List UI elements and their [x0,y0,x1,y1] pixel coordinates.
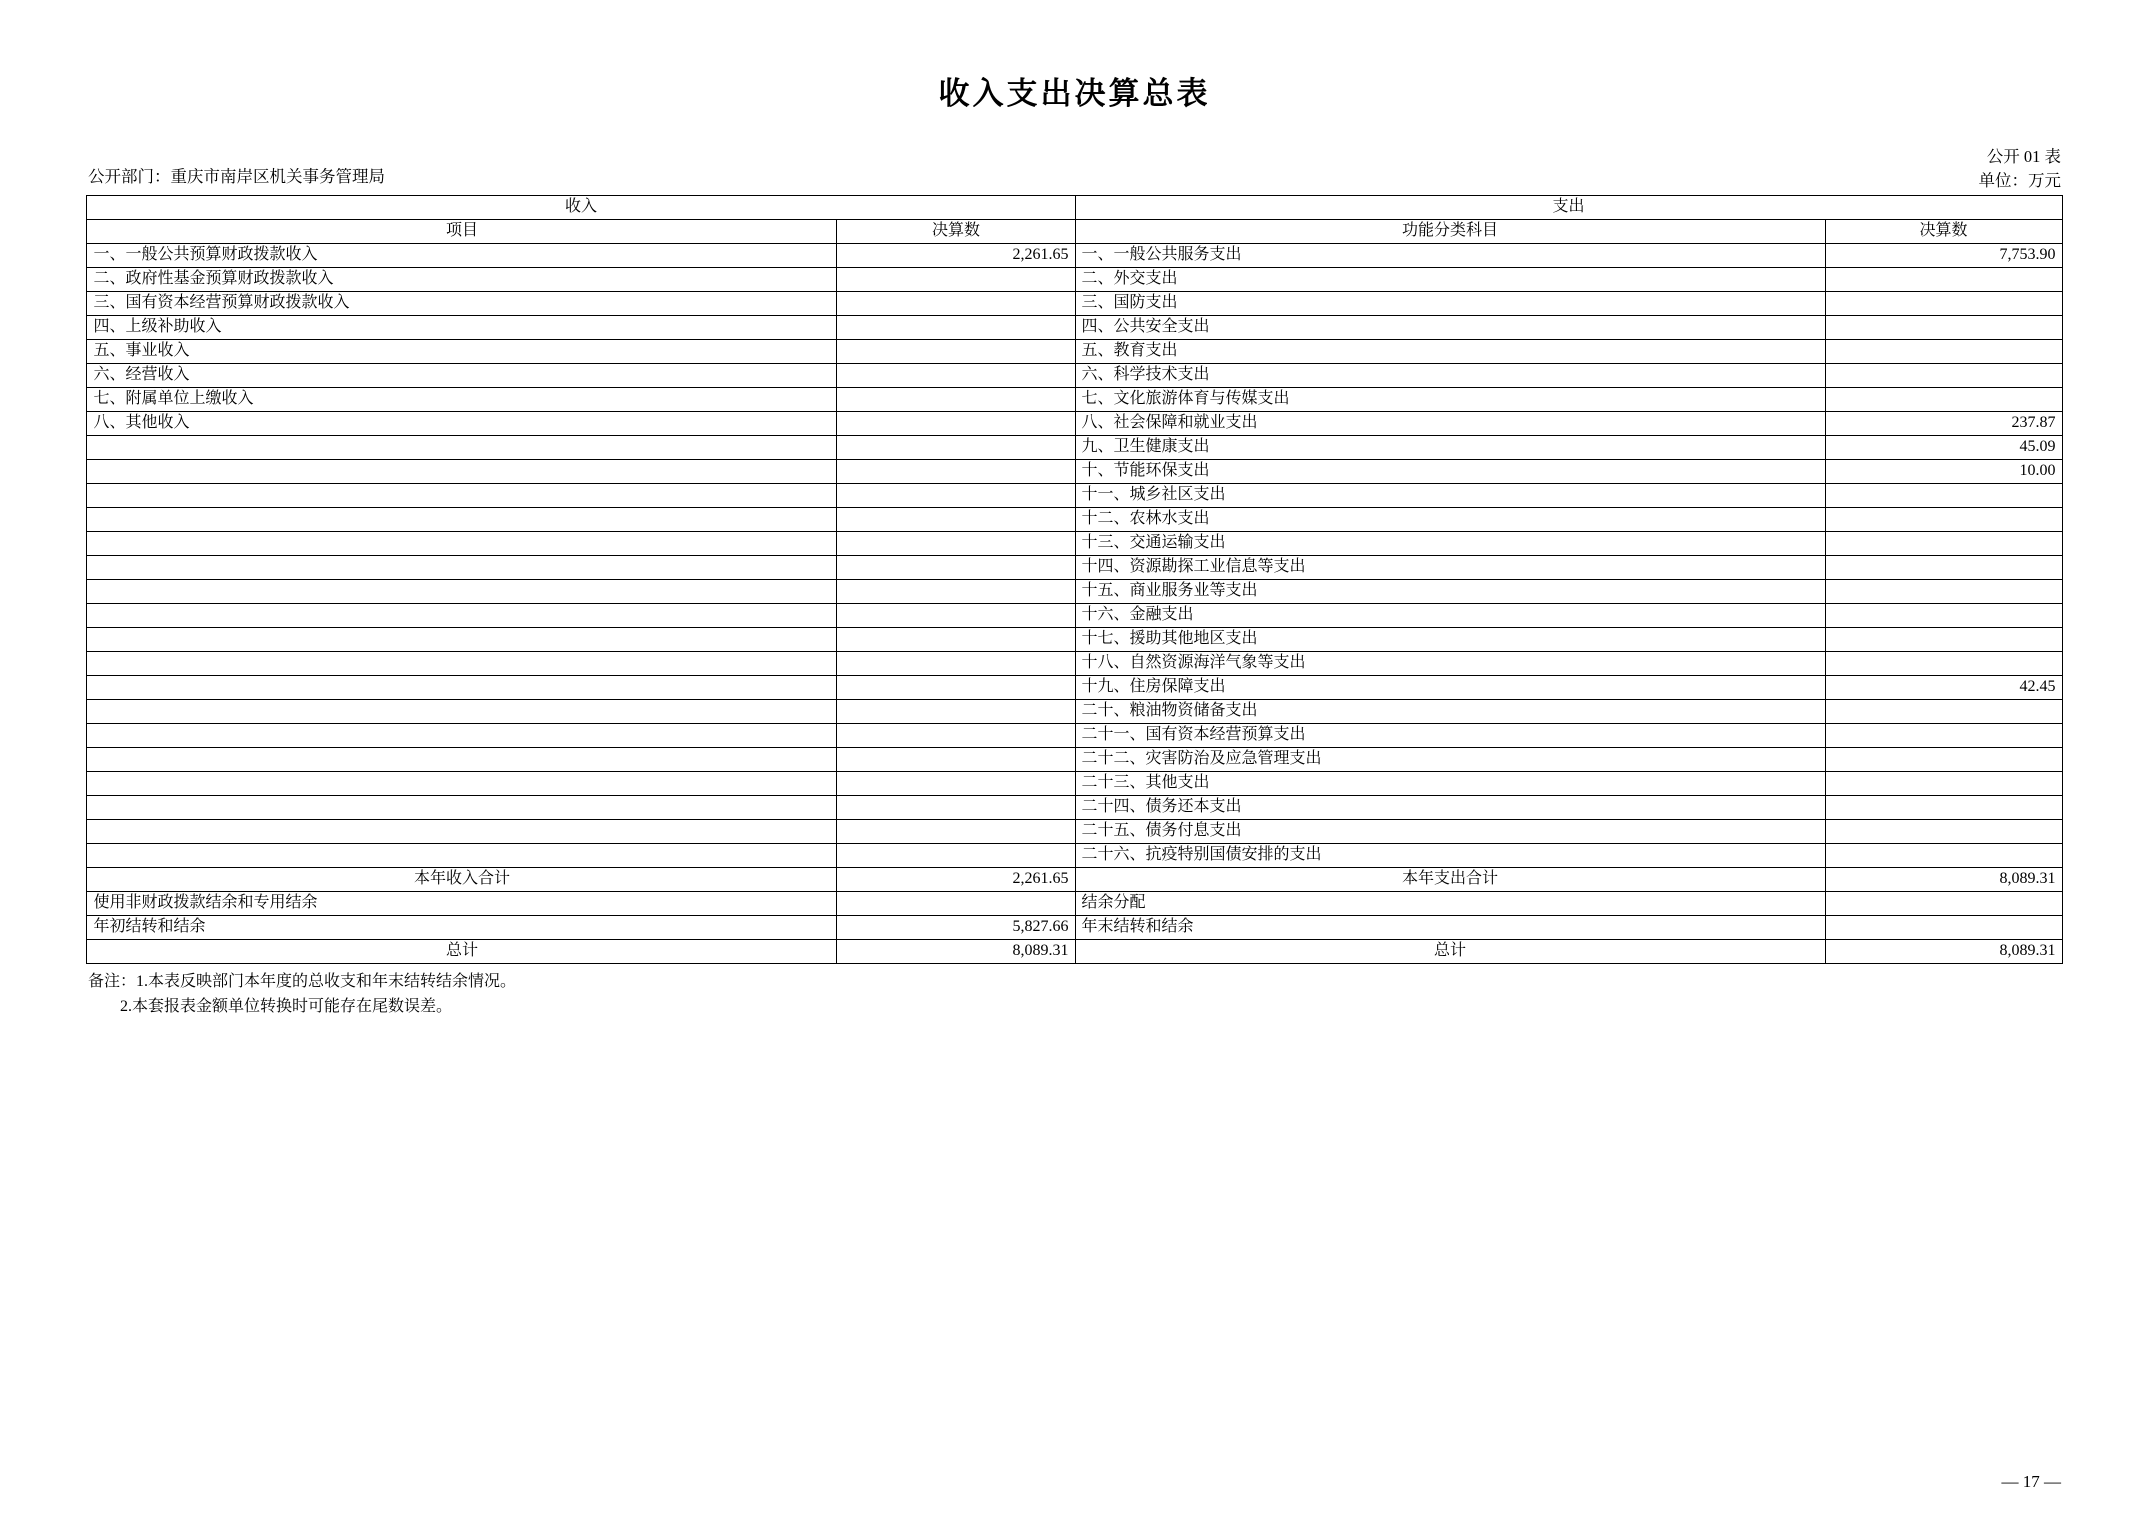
table-row [87,700,2062,724]
table-body [87,196,2062,964]
income-item: 年初结转和结余 [87,916,837,940]
expense-item: 二十一、国有资本经营预算支出 [1075,724,1825,748]
income-amount [837,844,1075,868]
income-amount [837,676,1075,700]
expense-item: 二十、粮油物资储备支出 [1075,700,1825,724]
expense-subtotal-label: 本年支出合计 [1075,868,1825,892]
table-row [87,580,2062,604]
income-amount: 2,261.65 [837,244,1075,268]
expense-amount [1825,916,2062,940]
income-amount: 5,827.66 [837,916,1075,940]
income-amount [837,556,1075,580]
table-row [87,796,2062,820]
expense-item: 二十三、其他支出 [1075,772,1825,796]
document-meta [0,143,2149,195]
expense-item: 五、教育支出 [1075,340,1825,364]
expense-item: 十二、农林水支出 [1075,508,1825,532]
income-amount [837,700,1075,724]
income-amount [837,460,1075,484]
expense-amount [1825,364,2062,388]
expense-item: 八、社会保障和就业支出 [1075,412,1825,436]
expense-item: 十、节能环保支出 [1075,460,1825,484]
income-item [87,748,837,772]
income-amount [837,772,1075,796]
expense-amount [1825,388,2062,412]
expense-amount [1825,580,2062,604]
income-amount [837,820,1075,844]
income-item: 六、经营收入 [87,364,837,388]
page-number: — 17 — [2001,1472,2061,1491]
income-amount [837,268,1075,292]
income-item [87,604,837,628]
expense-item: 三、国防支出 [1075,292,1825,316]
table-row [87,628,2062,652]
expense-amount [1825,796,2062,820]
income-item [87,652,837,676]
budget-table [86,195,2062,964]
income-total-amount: 8,089.31 [837,940,1075,964]
expense-item: 二十五、债务付息支出 [1075,820,1825,844]
income-item [87,580,837,604]
income-total-label: 总计 [87,940,837,964]
income-subtotal-label: 本年收入合计 [87,868,837,892]
income-item [87,676,837,700]
expense-amount [1825,724,2062,748]
expense-item: 六、科学技术支出 [1075,364,1825,388]
income-amount [837,652,1075,676]
expense-total-label: 总计 [1075,940,1825,964]
expense-total-amount: 8,089.31 [1825,940,2062,964]
column-header-income-item: 项目 [87,220,837,244]
column-header-expense-item: 功能分类科目 [1075,220,1825,244]
income-amount [837,532,1075,556]
expense-item: 十一、城乡社区支出 [1075,484,1825,508]
table-row [87,268,2062,292]
expense-amount [1825,844,2062,868]
income-amount [837,892,1075,916]
table-group-header-row [87,196,2062,220]
expense-item: 二十二、灾害防治及应急管理支出 [1075,748,1825,772]
table-total-row [87,940,2062,964]
income-amount [837,316,1075,340]
table-notes [88,970,2149,1020]
form-number: 公开 01 表 [1986,147,2061,166]
table-row [87,652,2062,676]
expense-amount [1825,556,2062,580]
income-amount [837,388,1075,412]
note-line-2: 2.本套报表金额单位转换时可能存在尾数误差。 [120,997,453,1015]
income-item: 四、上级补助收入 [87,316,837,340]
expense-amount [1825,532,2062,556]
table-row [87,820,2062,844]
expense-item: 七、文化旅游体育与传媒支出 [1075,388,1825,412]
expense-item: 二十四、债务还本支出 [1075,796,1825,820]
income-amount [837,628,1075,652]
income-item [87,844,837,868]
expense-amount [1825,892,2062,916]
income-item: 三、国有资本经营预算财政拨款收入 [87,292,837,316]
expense-item: 十九、住房保障支出 [1075,676,1825,700]
expense-item: 四、公共安全支出 [1075,316,1825,340]
table-row [87,316,2062,340]
expense-amount [1825,700,2062,724]
table-row [87,748,2062,772]
expense-amount: 45.09 [1825,436,2062,460]
expense-amount [1825,292,2062,316]
income-amount [837,484,1075,508]
expense-amount [1825,508,2062,532]
income-amount [837,292,1075,316]
expense-amount [1825,772,2062,796]
expense-item: 十七、援助其他地区支出 [1075,628,1825,652]
table-row [87,340,2062,364]
income-item: 七、附属单位上缴收入 [87,388,837,412]
expense-item: 年末结转和结余 [1075,916,1825,940]
expense-amount [1825,340,2062,364]
income-amount [837,340,1075,364]
column-header-expense-amount: 决算数 [1825,220,2062,244]
expense-amount [1825,268,2062,292]
page-title: 收入支出决算总表 [938,76,1211,111]
income-item [87,460,837,484]
expense-item: 十六、金融支出 [1075,604,1825,628]
table-row [87,724,2062,748]
income-amount [837,580,1075,604]
table-row [87,244,2062,268]
table-row [87,436,2062,460]
expense-amount [1825,652,2062,676]
department-line [88,163,385,187]
table-row [87,508,2062,532]
income-item [87,772,837,796]
expense-item: 十三、交通运输支出 [1075,532,1825,556]
table-row [87,412,2062,436]
expense-item: 十五、商业服务业等支出 [1075,580,1825,604]
expense-item: 结余分配 [1075,892,1825,916]
income-amount [837,748,1075,772]
expense-amount: 237.87 [1825,412,2062,436]
income-amount [837,508,1075,532]
unit-label: 单位：万元 [1978,171,2061,190]
table-row [87,772,2062,796]
income-item: 五、事业收入 [87,340,837,364]
expense-amount: 42.45 [1825,676,2062,700]
income-item [87,724,837,748]
table-subtotal-row [87,868,2062,892]
income-item [87,508,837,532]
expense-amount [1825,820,2062,844]
income-amount [837,412,1075,436]
expense-amount [1825,484,2062,508]
expense-amount: 7,753.90 [1825,244,2062,268]
income-amount [837,796,1075,820]
income-amount [837,724,1075,748]
group-header-expenditure: 支出 [1075,196,2062,220]
income-item [87,436,837,460]
income-item [87,796,837,820]
income-item: 使用非财政拨款结余和专用结余 [87,892,837,916]
table-row [87,292,2062,316]
income-amount [837,436,1075,460]
income-item [87,532,837,556]
expense-item: 二、外交支出 [1075,268,1825,292]
income-item: 二、政府性基金预算财政拨款收入 [87,268,837,292]
table-column-header-row [87,220,2062,244]
table-row [87,676,2062,700]
department-label: 公开部门： [88,167,171,186]
expense-subtotal-amount: 8,089.31 [1825,868,2062,892]
income-amount [837,364,1075,388]
table-row [87,604,2062,628]
table-row [87,844,2062,868]
income-amount [837,604,1075,628]
expense-item: 十八、自然资源海洋气象等支出 [1075,652,1825,676]
table-row [87,916,2062,940]
note-line-1: 备注：1.本表反映部门本年度的总收支和年末结转结余情况。 [88,973,517,990]
table-row [87,388,2062,412]
table-row [87,484,2062,508]
income-item [87,484,837,508]
table-row [87,556,2062,580]
income-item [87,820,837,844]
income-subtotal-amount: 2,261.65 [837,868,1075,892]
income-item: 八、其他收入 [87,412,837,436]
income-item [87,700,837,724]
expense-item: 九、卫生健康支出 [1075,436,1825,460]
table-row [87,460,2062,484]
income-item: 一、一般公共预算财政拨款收入 [87,244,837,268]
group-header-income: 收入 [87,196,1075,220]
table-row [87,364,2062,388]
department-name: 重庆市南岸区机关事务管理局 [170,167,385,186]
expense-amount [1825,628,2062,652]
expense-amount [1825,604,2062,628]
expense-amount: 10.00 [1825,460,2062,484]
income-item [87,628,837,652]
column-header-income-amount: 决算数 [837,220,1075,244]
expense-amount [1825,316,2062,340]
expense-item: 十四、资源勘探工业信息等支出 [1075,556,1825,580]
income-item [87,556,837,580]
expense-item: 二十六、抗疫特别国债安排的支出 [1075,844,1825,868]
expense-amount [1825,748,2062,772]
table-row [87,892,2062,916]
table-row [87,532,2062,556]
expense-item: 一、一般公共服务支出 [1075,244,1825,268]
